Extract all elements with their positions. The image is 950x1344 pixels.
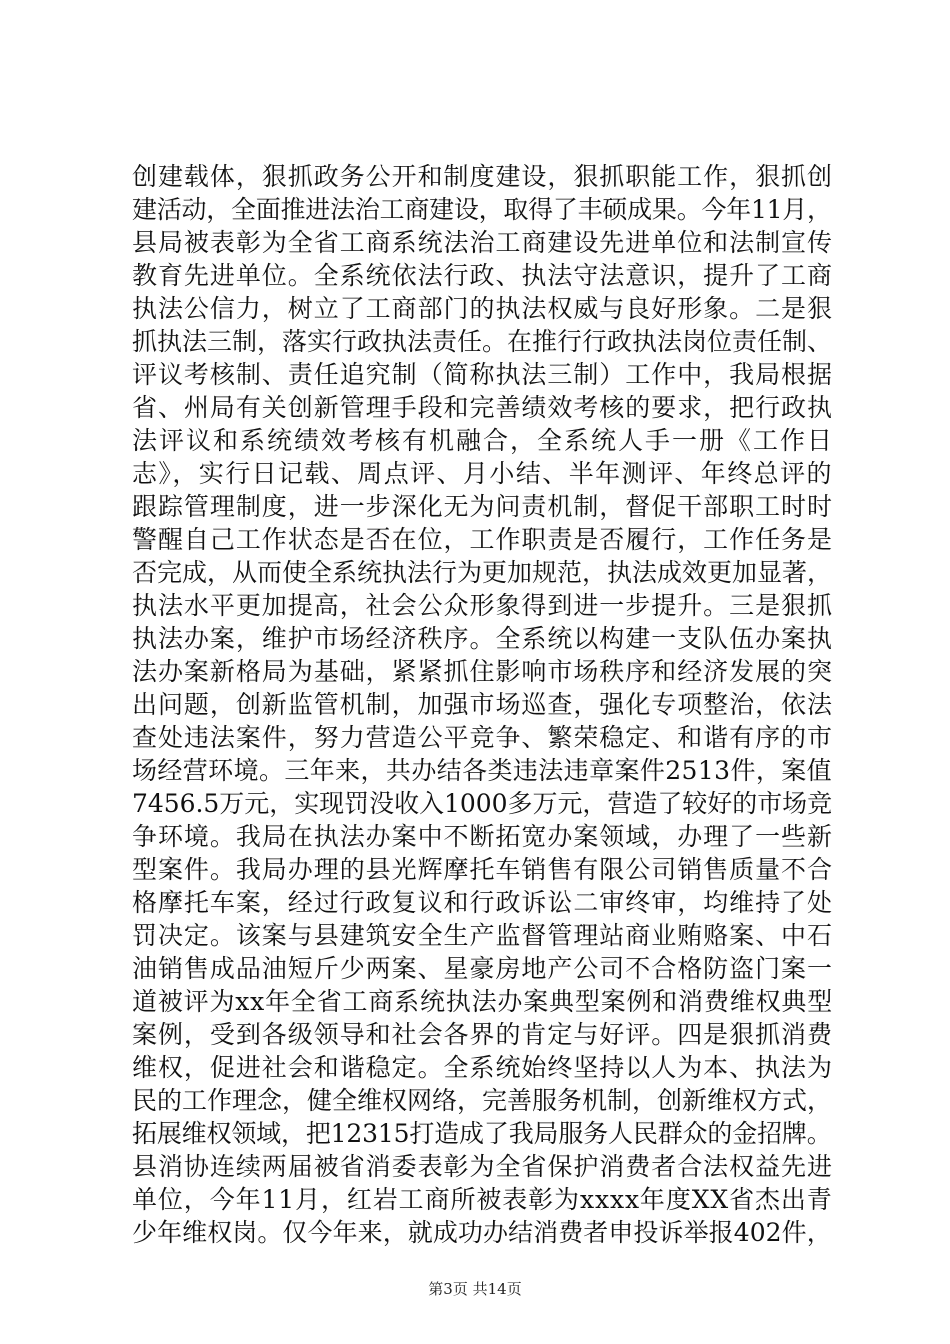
text-line: 维权，促进社会和谐稳定。全系统始终坚持以人为本、执法为 <box>132 1053 833 1082</box>
text-line: 省、州局有关创新管理手段和完善绩效考核的要求，把行政执 <box>132 393 833 422</box>
page-footer: 第3页 共14页 <box>428 1280 522 1298</box>
text-line: 出问题，创新监管机制，加强市场巡查，强化专项整治，依法 <box>132 690 833 719</box>
text-line: 否完成，从而使全系统执法行为更加规范，执法成效更加显著， <box>132 558 833 587</box>
text-line: 案例，受到各级领导和社会各界的肯定与好评。四是狠抓消费 <box>132 1020 833 1049</box>
text-line: 油销售成品油短斤少两案、星豪房地产公司不合格防盗门案一 <box>132 954 833 983</box>
text-line: 创建载体，狠抓政务公开和制度建设，狠抓职能工作，狠抓创 <box>132 162 833 191</box>
text-line: 县局被表彰为全省工商系统法治工商建设先进单位和法制宣传 <box>132 228 833 257</box>
text-line: 抓执法三制，落实行政执法责任。在推行行政执法岗位责任制、 <box>132 327 833 356</box>
text-line: 型案件。我局办理的县光辉摩托车销售有限公司销售质量不合 <box>132 855 833 884</box>
text-line: 建活动，全面推进法治工商建设，取得了丰硕成果。今年11月， <box>132 195 832 224</box>
text-line: 警醒自己工作状态是否在位，工作职责是否履行，工作任务是 <box>132 525 833 554</box>
body-text <box>132 160 835 1249</box>
text-line: 民的工作理念，健全维权网络，完善服务机制，创新维权方式， <box>132 1086 833 1115</box>
text-line: 罚决定。该案与县建筑安全生产监督管理站商业贿赂案、中石 <box>132 921 833 950</box>
text-line: 执法办案，维护市场经济秩序。全系统以构建一支队伍办案执 <box>132 624 833 653</box>
text-line: 县消协连续两届被省消委表彰为全省保护消费者合法权益先进 <box>132 1152 833 1181</box>
text-line: 7456.5万元，实现罚没收入1000多万元，营造了较好的市场竞 <box>132 789 833 818</box>
text-line: 法评议和系统绩效考核有机融合，全系统人手一册《工作日 <box>132 426 835 455</box>
text-line: 志》，实行日记载、周点评、月小结、半年测评、年终总评的 <box>132 459 833 488</box>
text-line: 法办案新格局为基础，紧紧抓住影响市场秩序和经济发展的突 <box>132 657 833 686</box>
text-line: 单位，今年11月，红岩工商所被表彰为xxxx年度XX省杰出青 <box>132 1185 833 1214</box>
text-line: 教育先进单位。全系统依法行政、执法守法意识，提升了工商 <box>132 261 833 290</box>
text-line: 少年维权岗。仅今年来，就成功办结消费者申投诉举报402件， <box>132 1218 832 1247</box>
text-line: 格摩托车案，经过行政复议和行政诉讼二审终审，均维持了处 <box>132 888 833 917</box>
text-line: 评议考核制、责任追究制（简称执法三制）工作中，我局根据 <box>132 360 833 389</box>
text-line: 执法水平更加提高，社会公众形象得到进一步提升。三是狠抓 <box>132 591 833 620</box>
text-line: 场经营环境。三年来，共办结各类违法违章案件2513件，案值 <box>132 756 833 785</box>
text-line: 道被评为xx年全省工商系统执法办案典型案例和消费维权典型 <box>132 987 834 1016</box>
text-line: 争环境。我局在执法办案中不断拓宽办案领域，办理了一些新 <box>132 822 833 851</box>
text-line: 查处违法案件，努力营造公平竞争、繁荣稳定、和谐有序的市 <box>132 723 833 752</box>
text-line: 执法公信力，树立了工商部门的执法权威与良好形象。二是狠 <box>132 294 833 323</box>
text-line: 拓展维权领域，把12315打造成了我局服务人民群众的金招牌。 <box>132 1119 832 1148</box>
text-line: 跟踪管理制度，进一步深化无为问责机制，督促干部职工时时 <box>132 492 833 521</box>
